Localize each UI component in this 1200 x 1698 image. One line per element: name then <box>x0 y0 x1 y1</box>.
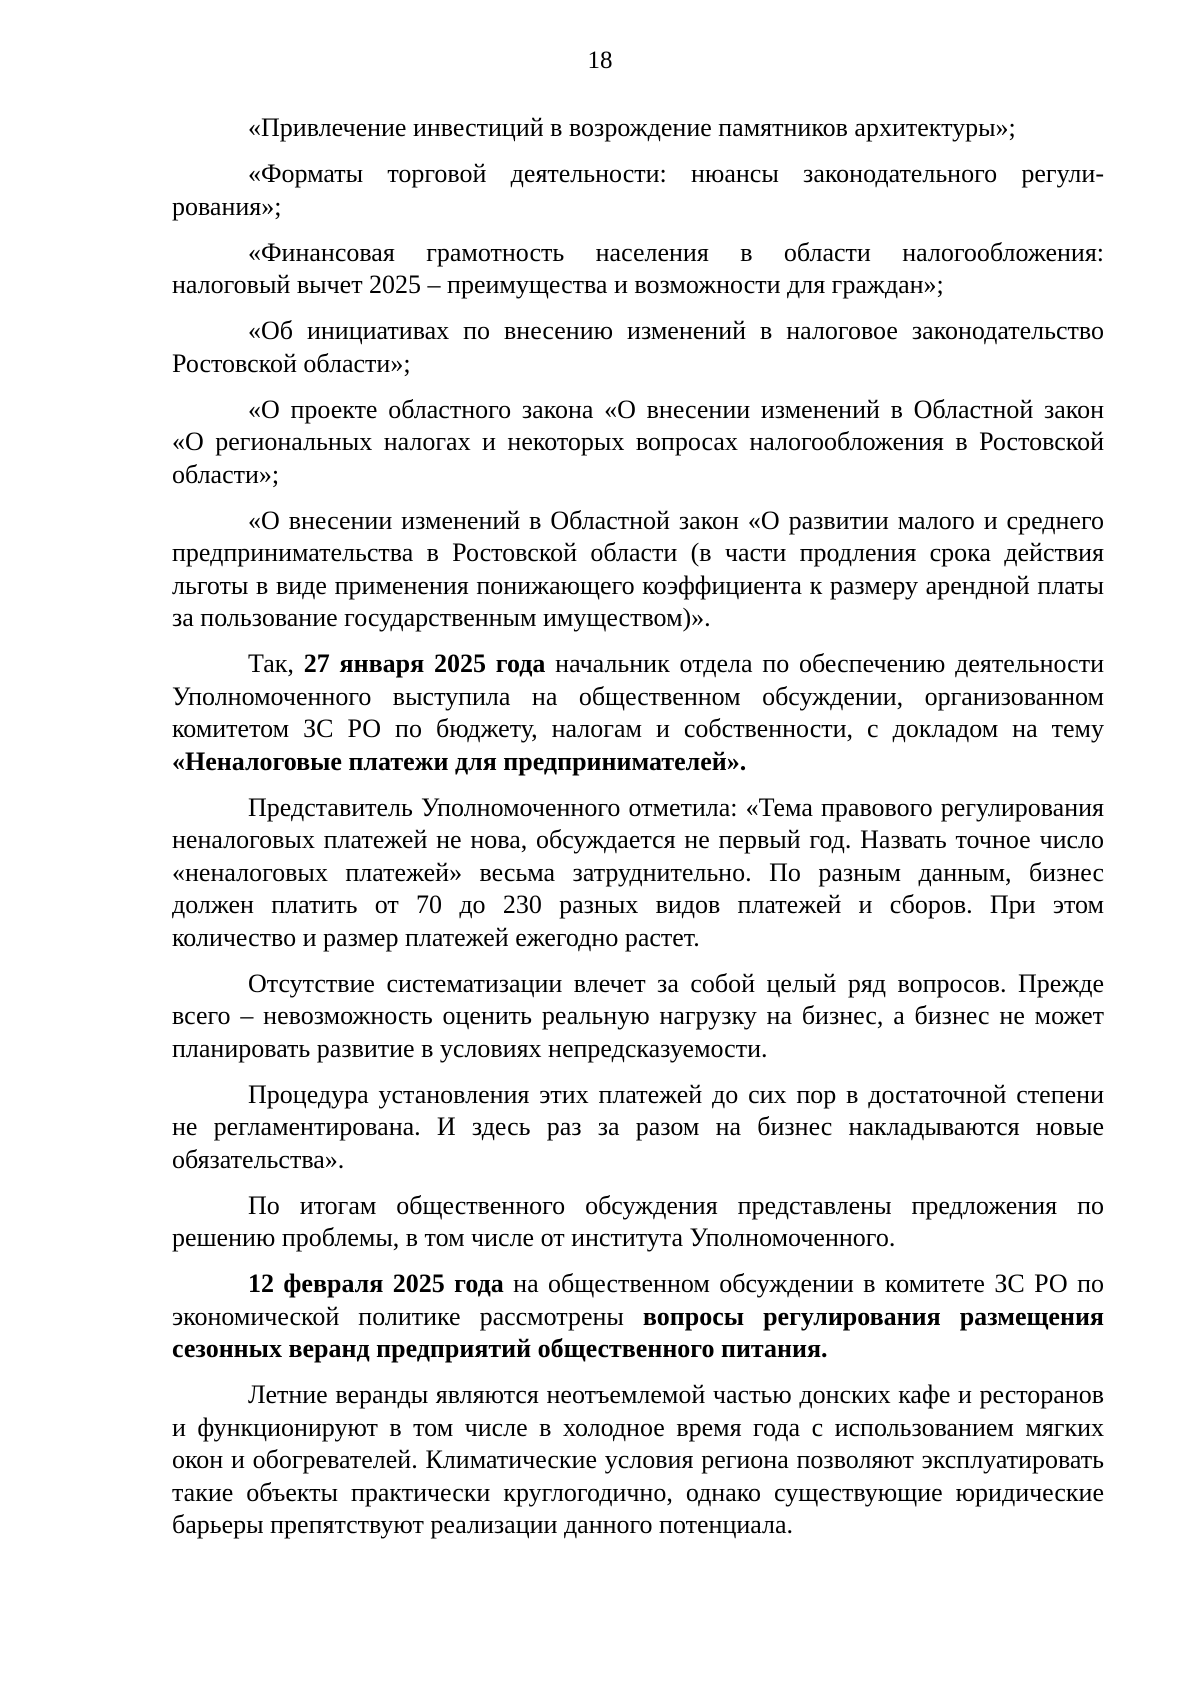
paragraph-7-text-1: Так, <box>248 649 304 678</box>
paragraph-12-text-1: на общественном обсуждении в комитете ЗС РО по экономической политике рассмотрены <box>172 1269 1104 1331</box>
paragraph-4: «Об инициативах по внесению изменений в налоговое законодательство Ростовской области»; <box>172 316 1104 378</box>
paragraph-12-topic-bold: вопросы регулирования размещения сезонных веранд предприятий общественного питания. <box>172 1301 1104 1363</box>
paragraph-8: Представитель Уполномоченного отметила: «Тема правового регулирования неналоговых платежей не нова, обсуждается не первый год. Назвать точное число «неналоговых платежей» весьма затруднительно. По разным данным, бизнес должен платить от 70 до 230 разных видов платежей и сборов. При этом количество и размер платежей ежегодно растет. <box>172 792 1104 952</box>
paragraph-11: По итогам общественного обсуждения представлены предложения по решению проблемы, в том числе от института Уполномоченного. <box>172 1190 1104 1252</box>
page-number: 18 <box>587 47 613 74</box>
paragraph-6: «О внесении изменений в Областной закон «О развитии малого и среднего предпринимательства в Ростовской области (в части продления срока действия льготы в виде применения понижающего коэффициента к размеру арендной платы за пользование государственным имуществом)». <box>172 505 1104 632</box>
paragraph-1: «Привлечение инвестиций в возрождение памятников архитектуры»; <box>248 113 1016 142</box>
paragraph-12 <box>172 1268 1104 1366</box>
paragraph-7 <box>172 648 1104 778</box>
paragraph-13: Летние веранды являются неотъемлемой частью донских кафе и ресторанов и функционируют в том числе в холодное время года с использованием мягких окон и обогревателей. Климатические условия региона позволяют эксплуатировать такие объекты практически круглогодично, однако существующие юридические барьеры препятствуют реализации данного потенциала. <box>172 1380 1104 1539</box>
paragraph-2: «Форматы торговой деятельности: нюансы законодательного регулирования»; <box>172 159 1104 221</box>
paragraph-3: «Финансовая грамотность населения в области налогообложения: налоговый вычет 2025 – преимущества и возможности для граждан»; <box>172 237 1104 299</box>
paragraph-5: «О проекте областного закона «О внесении изменений в Областной закон «О региональных налогах и некоторых вопросах налогообложения в Ростовской области»; <box>172 394 1104 489</box>
paragraph-7-date-bold: 27 января 2025 года <box>303 649 546 678</box>
paragraph-12-date-bold: 12 февраля 2025 года <box>248 1269 504 1298</box>
paragraph-7-topic-bold: «Неналоговые платежи для предпринимателей». <box>172 746 747 776</box>
paragraph-10: Процедура установления этих платежей до сих пор в достаточной степени не регламентирована. И здесь раз за разом на бизнес накладываются новые обязательства». <box>172 1079 1104 1174</box>
paragraph-9: Отсутствие систематизации влечет за собой целый ряд вопросов. Прежде всего – невозможность оценить реальную нагрузку на бизнес, а бизнес не может планировать развитие в условиях непредсказуемости. <box>172 968 1104 1063</box>
document-body <box>172 112 1104 1555</box>
paragraph-7-text-2: начальник отдела по обеспечению деятельности Уполномоченного выступила на общественном обсуждении, организованном комитетом ЗС РО по бюджету, налогам и собственности, с докладом на тему <box>172 649 1104 743</box>
